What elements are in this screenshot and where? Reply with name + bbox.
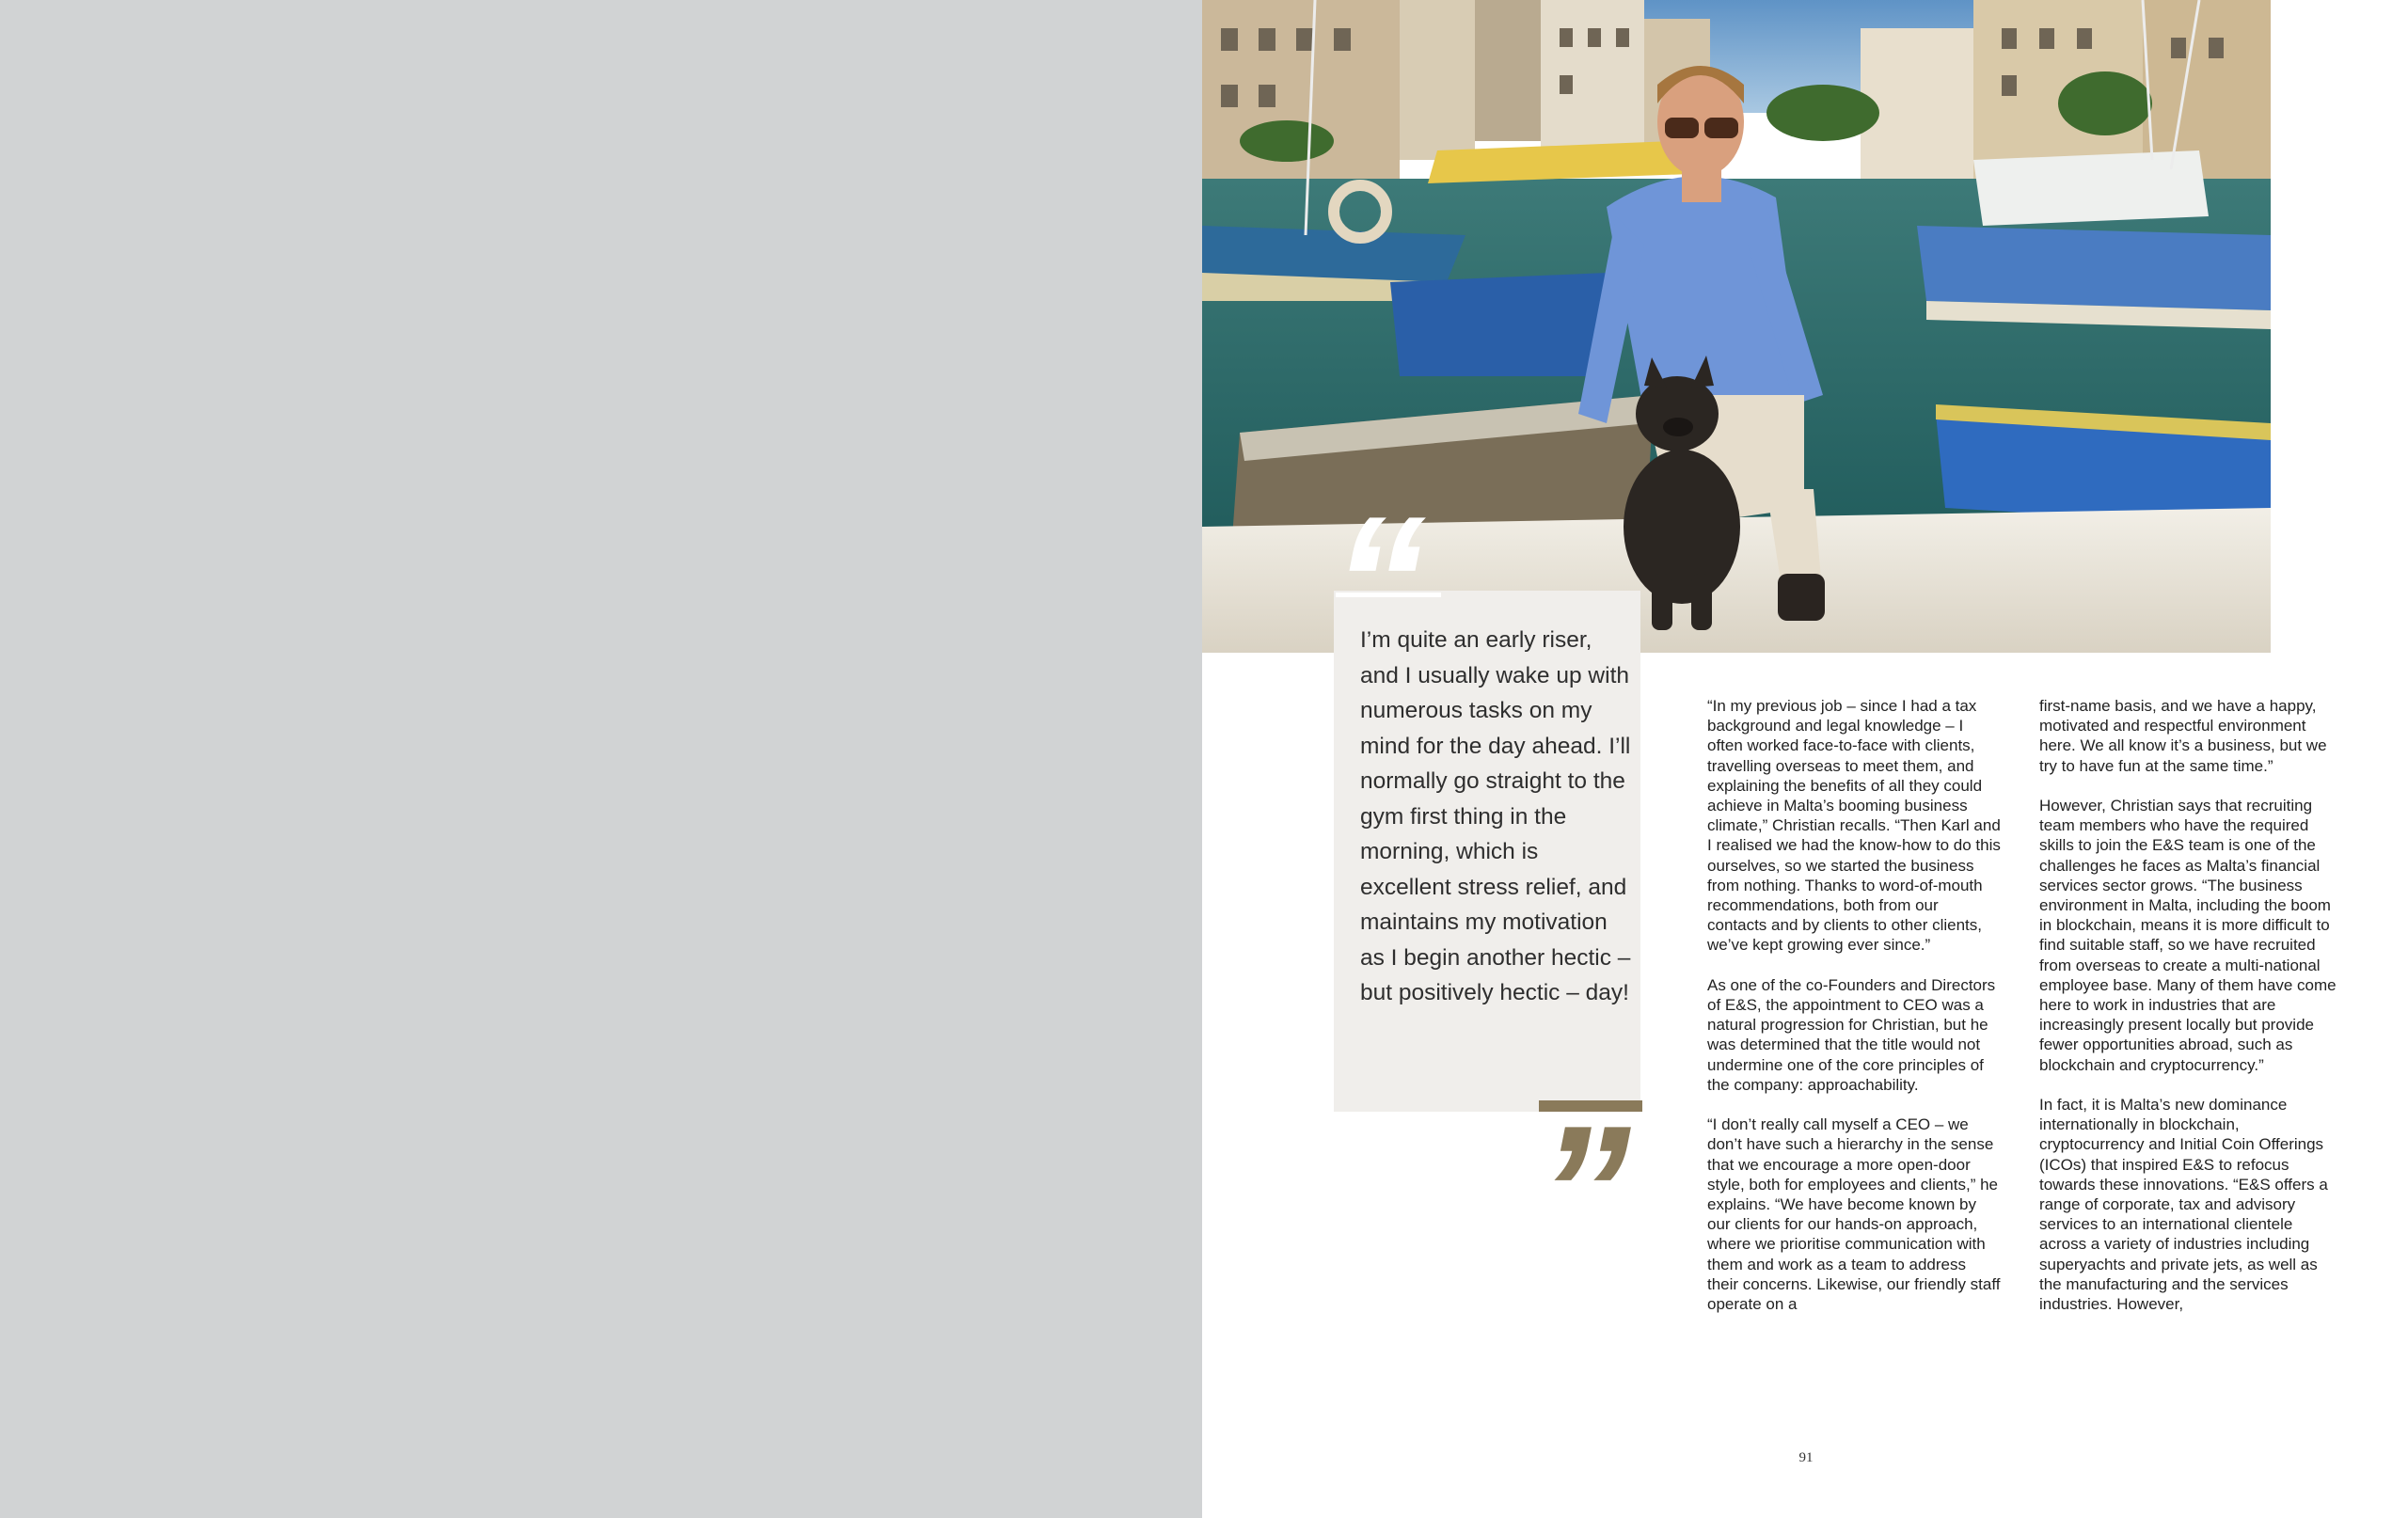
open-quote-mark: “ <box>1332 478 1426 688</box>
body-paragraph: first-name basis, and we have a happy, motivated and respectful environment here. We all know it’s a business, but we try to have fun at the same time.” <box>2039 697 2327 775</box>
body-paragraph: However, Christian says that recruiting team members who have the required skills to join the E&S team is one of the challenges he faces as Malta’s financial services sector grows. “The business environment in Malta, including the boom in blockchain, means it is more difficult to find suitable staff, so we have recruited from overseas to create a multi-national employee base. Many of them have come here to work in industries that are increasingly present locally but provide fewer opportunities abroad, such as blockchain and cryptocurrency.” <box>2039 797 2337 1074</box>
body-column-2 <box>2039 696 2337 1334</box>
page-number: 91 <box>1798 1450 1814 1465</box>
pull-quote-text: I’m quite an early riser, and I usually wake up with numerous tasks on my mind for the day ahead. I’ll normally go straight to the gym first thing in the morning, which is excellent stress relief, and maintains my motivation as I begin another hectic – but positively hectic – day! <box>1360 627 1631 1005</box>
body-paragraph: In fact, it is Malta’s new dominance internationally in blockchain, cryptocurrency and Initial Coin Offerings (ICOs) that inspired E&S to refocus towards these innovations. “E&S offers a range of corporate, tax and advisory services to an international clientele across a variety of industries including superyachts and private jets, as well as the manufacturing and the services industries. However, <box>2039 1096 2328 1314</box>
close-quote-mark: ” <box>1537 1087 1631 1297</box>
body-paragraph: “In my previous job – since I had a tax background and legal knowledge – I often worked face-to-face with clients, travelling overseas to meet them, and explaining the benefits of all they could achieve in Malta’s booming business climate,” Christian recalls. “Then Karl and I realised we had the know-how to do this ourselves, so we started the business from nothing. Thanks to word-of-mouth recommendations, both from our contacts and by clients to other clients, we’ve kept growing ever since.” <box>1707 697 2001 955</box>
body-column-1 <box>1707 696 2001 1334</box>
body-paragraph: As one of the co-Founders and Directors of E&S, the appointment to CEO was a natural progression for Christian, but he was determined that the title would not undermine one of the core principles of the company: approachability. <box>1707 975 1996 1094</box>
left-blank-page <box>0 0 1202 1518</box>
body-paragraph: “I don’t really call myself a CEO – we don’t have such a hierarchy in the sense that we encourage a more open-door style, both for employees and clients,” he explains. “We have become known by our clients for our hands-on approach, where we prioritise communication with them and work as a team to address their concerns. Likewise, our friendly staff operate on a <box>1707 1115 2001 1314</box>
